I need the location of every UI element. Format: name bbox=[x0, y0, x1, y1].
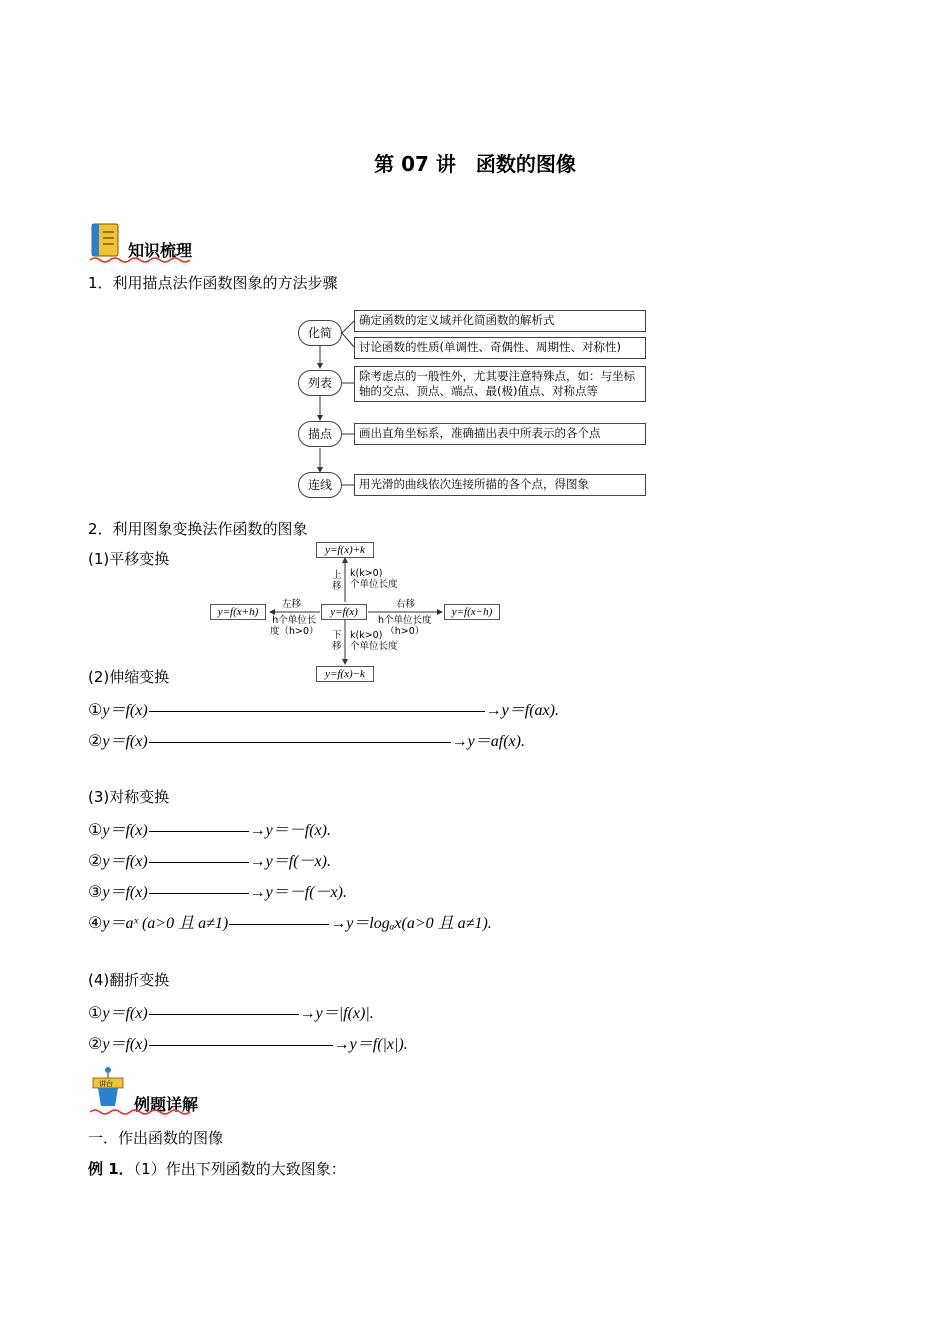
label-left-desc: h个单位长 度（h>0） bbox=[270, 615, 319, 637]
flow-step-simplify: 化简 bbox=[298, 320, 342, 346]
flow-box-properties: 讨论函数的性质(单调性、奇偶性、周期性、对称性) bbox=[354, 337, 646, 359]
section-header-examples bbox=[90, 1066, 220, 1116]
row-number: ① bbox=[88, 1005, 103, 1022]
row-from: y＝f(x) bbox=[102, 1036, 148, 1053]
stretch-row-2: ②y＝f(x) →y＝af(x). bbox=[88, 733, 525, 750]
symmetry-heading: (3)对称变换 bbox=[88, 788, 170, 806]
label-right-desc: h个单位长度 （h>0） bbox=[378, 615, 432, 637]
transform-line bbox=[149, 862, 249, 863]
box-shift-down: y=f(x)−k bbox=[316, 666, 374, 682]
row-to: y＝f(－x). bbox=[265, 853, 331, 870]
row-from: y＝f(x) bbox=[102, 1005, 148, 1022]
row-from: y＝f(x) bbox=[102, 733, 148, 750]
flow-step-table: 列表 bbox=[298, 370, 342, 396]
transform-line bbox=[149, 742, 451, 743]
transform-line bbox=[149, 831, 249, 832]
row-number: ① bbox=[88, 702, 103, 719]
row-to: y＝－f(－x). bbox=[265, 884, 347, 901]
section-header-knowledge bbox=[90, 222, 220, 262]
row-from: y＝f(x) bbox=[102, 822, 148, 839]
example-1 bbox=[88, 1158, 346, 1179]
label-down-desc: k(k>0) 个单位长度 bbox=[350, 630, 398, 652]
row-number: ③ bbox=[88, 884, 103, 901]
row-from: y＝f(x) bbox=[102, 702, 148, 719]
symmetry-row-2: ②y＝f(x) →y＝f(－x). bbox=[88, 853, 331, 870]
flip-row-2: ②y＝f(x) →y＝f(|x|). bbox=[88, 1036, 408, 1053]
flow-box-coordinate: 画出直角坐标系，准确描出表中所表示的各个点 bbox=[354, 423, 646, 445]
example-text: （1）作出下列函数的大致图象： bbox=[133, 1160, 346, 1178]
row-to: y＝af(x). bbox=[467, 733, 525, 750]
transform-line bbox=[149, 711, 485, 712]
box-center: y=f(x) bbox=[321, 604, 367, 620]
transform-line bbox=[149, 1014, 299, 1015]
row-to: y＝f(|x|). bbox=[349, 1036, 408, 1053]
row-from: y＝aˣ (a>0 且 a≠1) bbox=[102, 915, 229, 932]
section-title-examples: 例题详解 bbox=[134, 1095, 199, 1114]
row-number: ② bbox=[88, 1036, 103, 1053]
stretch-row-1: ①y＝f(x) →y＝f(ax). bbox=[88, 702, 559, 719]
symmetry-row-4: ④y＝aˣ (a>0 且 a≠1) →y＝logₐx(a>0 且 a≠1). bbox=[88, 915, 492, 932]
part-1-heading: 一．作出函数的图像 bbox=[88, 1129, 224, 1147]
label-up-move: 上 移 bbox=[332, 570, 342, 592]
label-right-move: 右移 bbox=[396, 599, 416, 610]
wavy-underline bbox=[90, 1108, 190, 1116]
flow-box-domain: 确定函数的定义域并化简函数的解析式 bbox=[354, 310, 646, 332]
flow-connectors bbox=[298, 306, 650, 502]
row-from: y＝f(x) bbox=[102, 853, 148, 870]
example-label: 例 1． bbox=[88, 1160, 134, 1178]
flow-step-plot: 描点 bbox=[298, 421, 342, 447]
item-2-heading: 2．利用图象变换法作函数的图象 bbox=[88, 520, 308, 538]
box-shift-right: y=f(x−h) bbox=[444, 604, 500, 620]
box-shift-up: y=f(x)+k bbox=[316, 542, 374, 558]
podium-text: 讲台 bbox=[99, 1080, 113, 1088]
transform-line bbox=[149, 1045, 333, 1046]
flow-step-connect: 连线 bbox=[298, 472, 342, 498]
row-to: y＝f(ax). bbox=[501, 702, 559, 719]
row-number: ④ bbox=[88, 915, 103, 932]
translation-diagram bbox=[208, 538, 508, 688]
row-number: ② bbox=[88, 853, 103, 870]
row-number: ② bbox=[88, 733, 103, 750]
stretch-heading: (2)伸缩变换 bbox=[88, 668, 170, 686]
item-1-heading: 1．利用描点法作函数图象的方法步骤 bbox=[88, 274, 338, 292]
flow-box-curve: 用光滑的曲线依次连接所描的各个点，得图象 bbox=[354, 474, 646, 496]
translation-heading: (1)平移变换 bbox=[88, 550, 170, 568]
label-left-move: 左移 bbox=[282, 599, 302, 610]
row-to: y＝－f(x). bbox=[265, 822, 331, 839]
flip-heading: (4)翻折变换 bbox=[88, 971, 170, 989]
transform-line bbox=[229, 924, 329, 925]
page-title: 第 07 讲 函数的图像 bbox=[374, 152, 576, 176]
transform-line bbox=[149, 893, 249, 894]
row-to: y＝|f(x)|. bbox=[315, 1005, 374, 1022]
row-to: y＝logₐx(a>0 且 a≠1). bbox=[346, 915, 492, 932]
label-down-move: 下 移 bbox=[332, 630, 342, 652]
symmetry-row-1: ①y＝f(x) →y＝－f(x). bbox=[88, 822, 331, 839]
flip-row-1: ①y＝f(x) →y＝|f(x)|. bbox=[88, 1005, 374, 1022]
row-from: y＝f(x) bbox=[102, 884, 148, 901]
flow-diagram bbox=[298, 306, 650, 502]
wavy-underline bbox=[90, 256, 190, 264]
row-number: ① bbox=[88, 822, 103, 839]
symmetry-row-3: ③y＝f(x) →y＝－f(－x). bbox=[88, 884, 347, 901]
flow-box-special-points: 除考虑点的一般性外，尤其要注意特殊点，如：与坐标轴的交点、顶点、端点、最(极)值点、对称点等 bbox=[354, 366, 646, 402]
label-up-desc: k(k>0) 个单位长度 bbox=[350, 568, 398, 590]
box-shift-left: y=f(x+h) bbox=[210, 604, 266, 620]
section-title-knowledge: 知识梳理 bbox=[128, 241, 193, 260]
